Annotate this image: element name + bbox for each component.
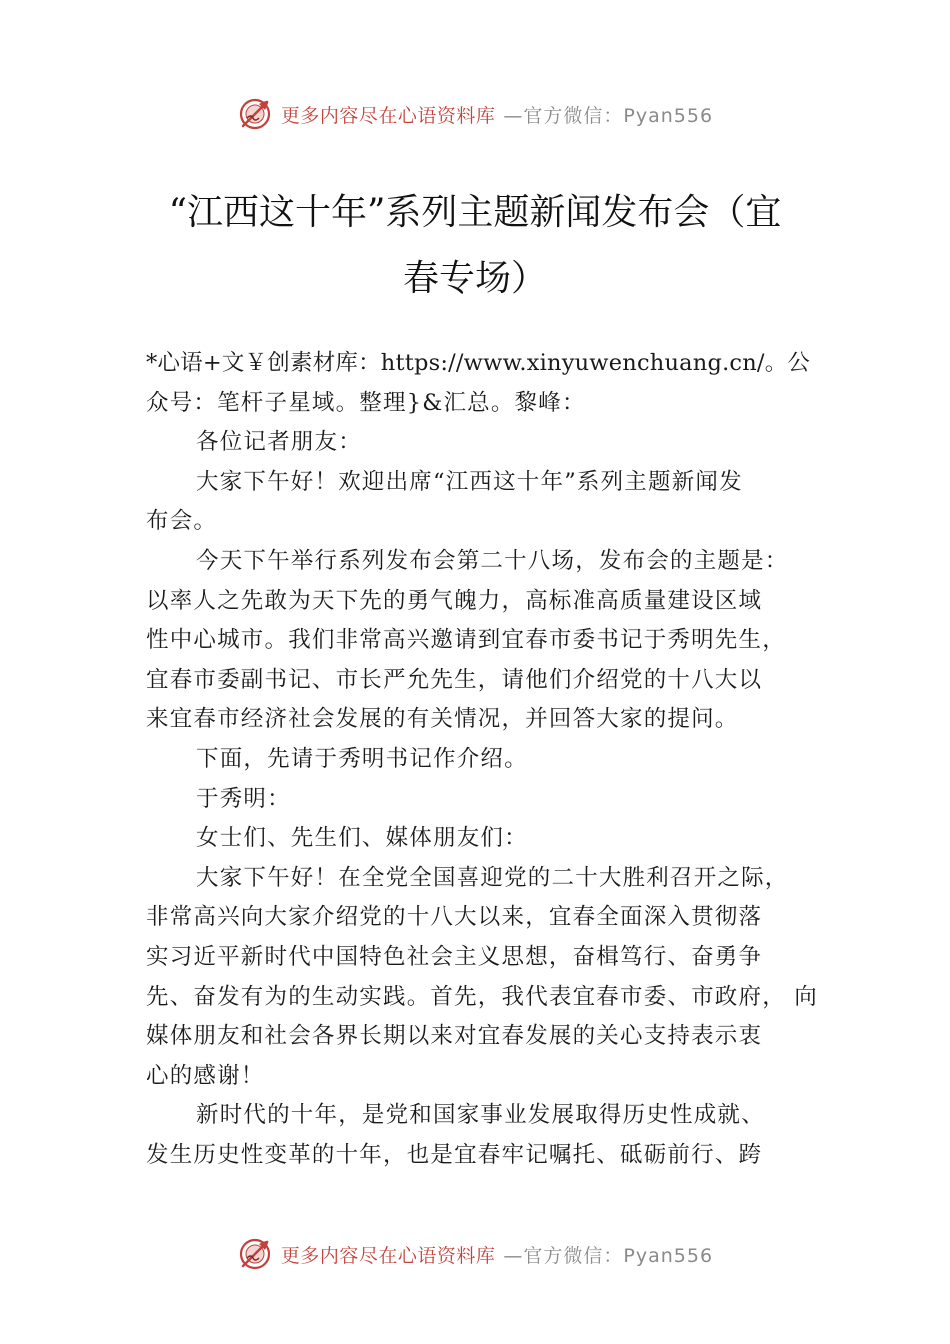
footer-watermark-banner — [0, 1234, 950, 1274]
source-line: 众号：笔杆子星域。整理}&汇总。黎峰： — [146, 389, 586, 416]
paragraph-line: 心的感谢！ — [146, 1062, 265, 1089]
title-line-1: “江西这十年”系列主题新闻发布会（宜 — [168, 192, 782, 233]
paragraph-line: 先、奋发有为的生动实践。首先，我代表宜春市委、市政府， 向 — [146, 983, 818, 1010]
watermark-site-text: 更多内容尽在心语资料库 — [280, 104, 496, 127]
watermark-site-text: 更多内容尽在心语资料库 — [280, 1244, 496, 1267]
watermark-official-text: —官方微信：Pyan556 — [503, 1244, 714, 1267]
source-line: *心语+文￥创素材库：https://www.xinyuwenchuang.cn/。公 — [146, 350, 811, 376]
paragraph-line: 发生历史性变革的十年，也是宜春牢记嘱托、砥砺前行、跨 — [146, 1141, 763, 1168]
paragraph-line: 来宜春市经济社会发展的有关情况，并回答大家的提问。 — [146, 706, 739, 733]
paragraph-line: 宜春市委副书记、市长严允先生，请他们介绍党的十八大以 — [146, 666, 763, 693]
document-title — [145, 180, 805, 312]
watermark-official-text: —官方微信：Pyan556 — [503, 104, 714, 127]
paragraph-line: 非常高兴向大家介绍党的十八大以来，宜春全面深入贯彻落 — [146, 904, 763, 931]
paragraph-line: 各位记者朋友： — [196, 429, 362, 456]
paragraph-line: 实习近平新时代中国特色社会主义思想，奋楫笃行、奋勇争 — [146, 943, 763, 970]
title-line-2: 春专场） — [402, 258, 547, 299]
paragraph-line: 大家下午好！在全党全国喜迎党的二十大胜利召开之际， — [196, 864, 789, 891]
quill-seal-icon — [237, 96, 273, 132]
paragraph-line: 布会。 — [146, 508, 218, 535]
header-watermark-banner — [0, 94, 950, 134]
paragraph-line: 大家下午好！欢迎出席“江西这十年”系列主题新闻发 — [196, 468, 743, 495]
paragraph-line: 今天下午举行系列发布会第二十八场，发布会的主题是： — [196, 547, 789, 574]
paragraph-line: 女士们、先生们、媒体朋友们： — [196, 825, 528, 852]
paragraph-line: 性中心城市。我们非常高兴邀请到宜春市委书记于秀明先生， — [146, 627, 786, 654]
paragraph-line: 媒体朋友和社会各界长期以来对宜春发展的关心支持表示衷 — [146, 1023, 763, 1050]
document-body — [146, 344, 836, 1175]
paragraph-line: 下面，先请于秀明书记作介绍。 — [196, 745, 528, 772]
quill-seal-icon — [237, 1236, 273, 1272]
paragraph-line: 新时代的十年，是党和国家事业发展取得历史性成就、 — [196, 1102, 765, 1129]
paragraph-line: 以率人之先敢为天下先的勇气魄力，高标准高质量建设区域 — [146, 587, 763, 614]
speaker-label: 于秀明： — [196, 785, 291, 812]
